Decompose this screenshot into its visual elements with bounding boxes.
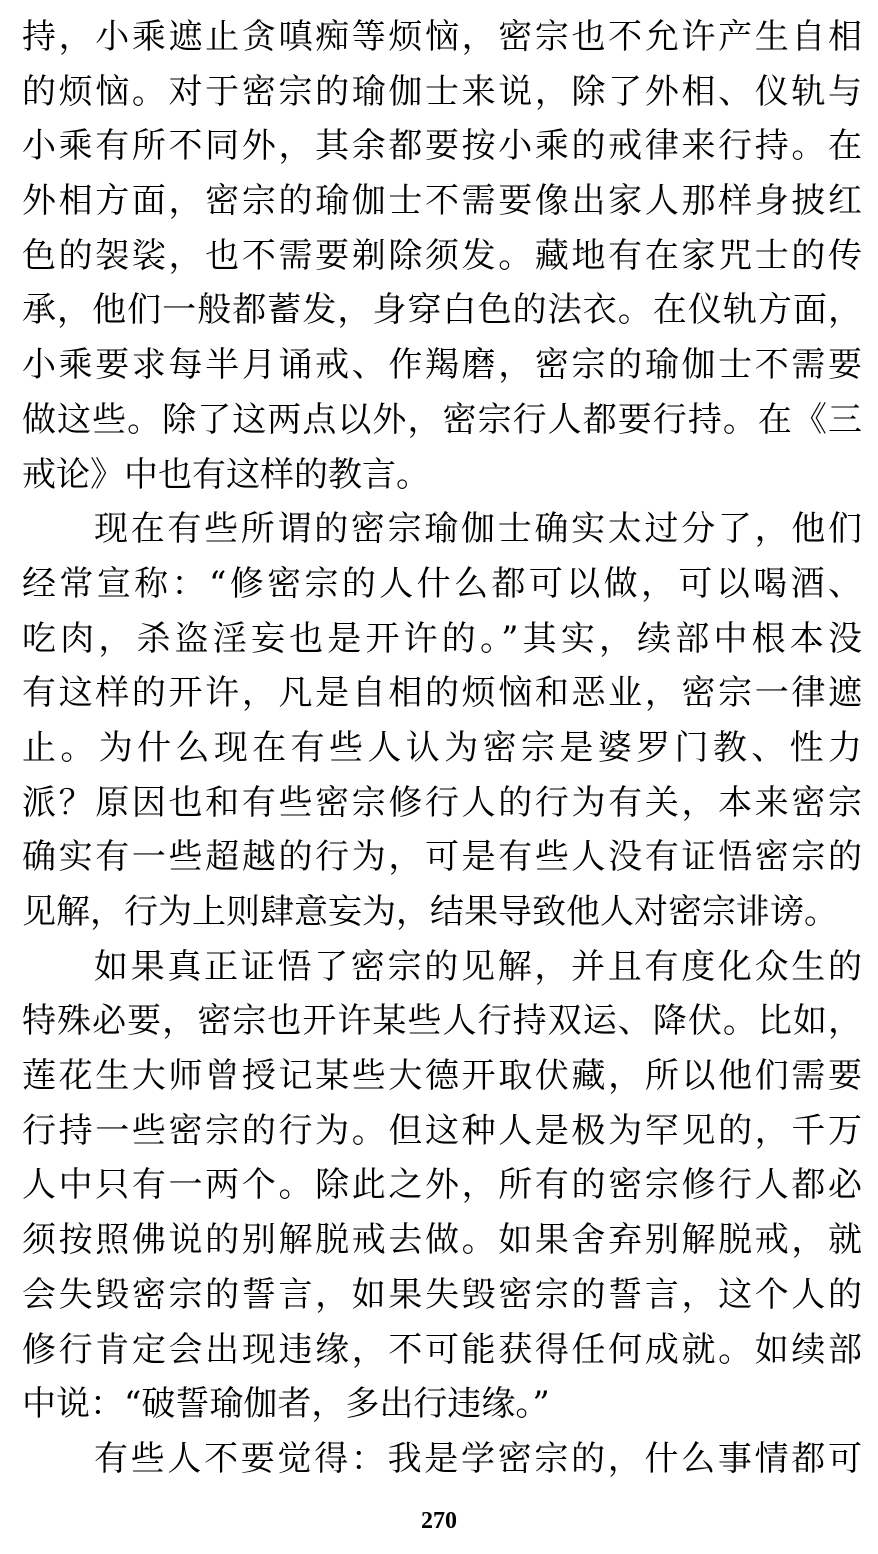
text-line: 戒论》中也有这样的教言。: [22, 454, 430, 495]
text-line: 中说：“破誓瑜伽者，多出行违缘。”: [22, 1384, 550, 1425]
text-line: 的烦恼。对于密宗的瑜伽士来说，除了外相、仪轨与: [22, 71, 862, 112]
text-line: 如果真正证悟了密宗的见解，并且有度化众生的: [94, 946, 862, 987]
text-line: 吃肉，杀盗淫妄也是开许的。”其实，续部中根本没: [22, 618, 862, 659]
text-line: 特殊必要，密宗也开许某些人行持双运、降伏。比如，: [22, 1001, 862, 1042]
text-line: 做这些。除了这两点以外，密宗行人都要行持。在《三: [22, 399, 862, 440]
text-line: 须按照佛说的别解脱戒去做。如果舍弃别解脱戒，就: [22, 1220, 862, 1261]
text-line: 人中只有一两个。除此之外，所有的密宗修行人都必: [22, 1165, 862, 1206]
body-text: [22, 10, 862, 1487]
text-line: 持，小乘遮止贪嗔痴等烦恼，密宗也不允许产生自相: [22, 17, 862, 57]
text-line: 莲花生大师曾授记某些大德开取伏藏，所以他们需要: [22, 1056, 862, 1097]
text-line: 小乘有所不同外，其余都要按小乘的戒律来行持。在: [22, 126, 862, 167]
page-number: 270: [421, 1508, 457, 1534]
text-line: 有这样的开许，凡是自相的烦恼和恶业，密宗一律遮: [22, 673, 862, 714]
text-line: 色的袈裟，也不需要剃除须发。藏地有在家咒士的传: [22, 235, 862, 276]
text-line: 止。为什么现在有些人认为密宗是婆罗门教、性力: [22, 727, 862, 768]
text-line: 现在有些所谓的密宗瑜伽士确实太过分了，他们: [94, 509, 862, 550]
text-line: 行持一些密宗的行为。但这种人是极为罕见的，千万: [22, 1110, 862, 1151]
text-line: 外相方面，密宗的瑜伽士不需要像出家人那样身披红: [22, 181, 862, 222]
text-line: 派？原因也和有些密宗修行人的行为有关，本来密宗: [22, 782, 862, 823]
text-line: 确实有一些超越的行为，可是有些人没有证悟密宗的: [22, 837, 862, 878]
text-line: 有些人不要觉得：我是学密宗的，什么事情都可: [94, 1438, 862, 1479]
text-line: 会失毁密宗的誓言，如果失毁密宗的誓言，这个人的: [22, 1274, 862, 1315]
text-line: 见解，行为上则肆意妄为，结果导致他人对密宗诽谤。: [22, 892, 838, 932]
text-line: 经常宣称：“修密宗的人什么都可以做，可以喝酒、: [22, 563, 862, 604]
text-line: 承，他们一般都蓄发，身穿白色的法衣。在仪轨方面，: [22, 290, 862, 331]
text-line: 小乘要求每半月诵戒、作羯磨，密宗的瑜伽士不需要: [22, 345, 862, 386]
text-line: 修行肯定会出现违缘，不可能获得任何成就。如续部: [22, 1329, 862, 1370]
